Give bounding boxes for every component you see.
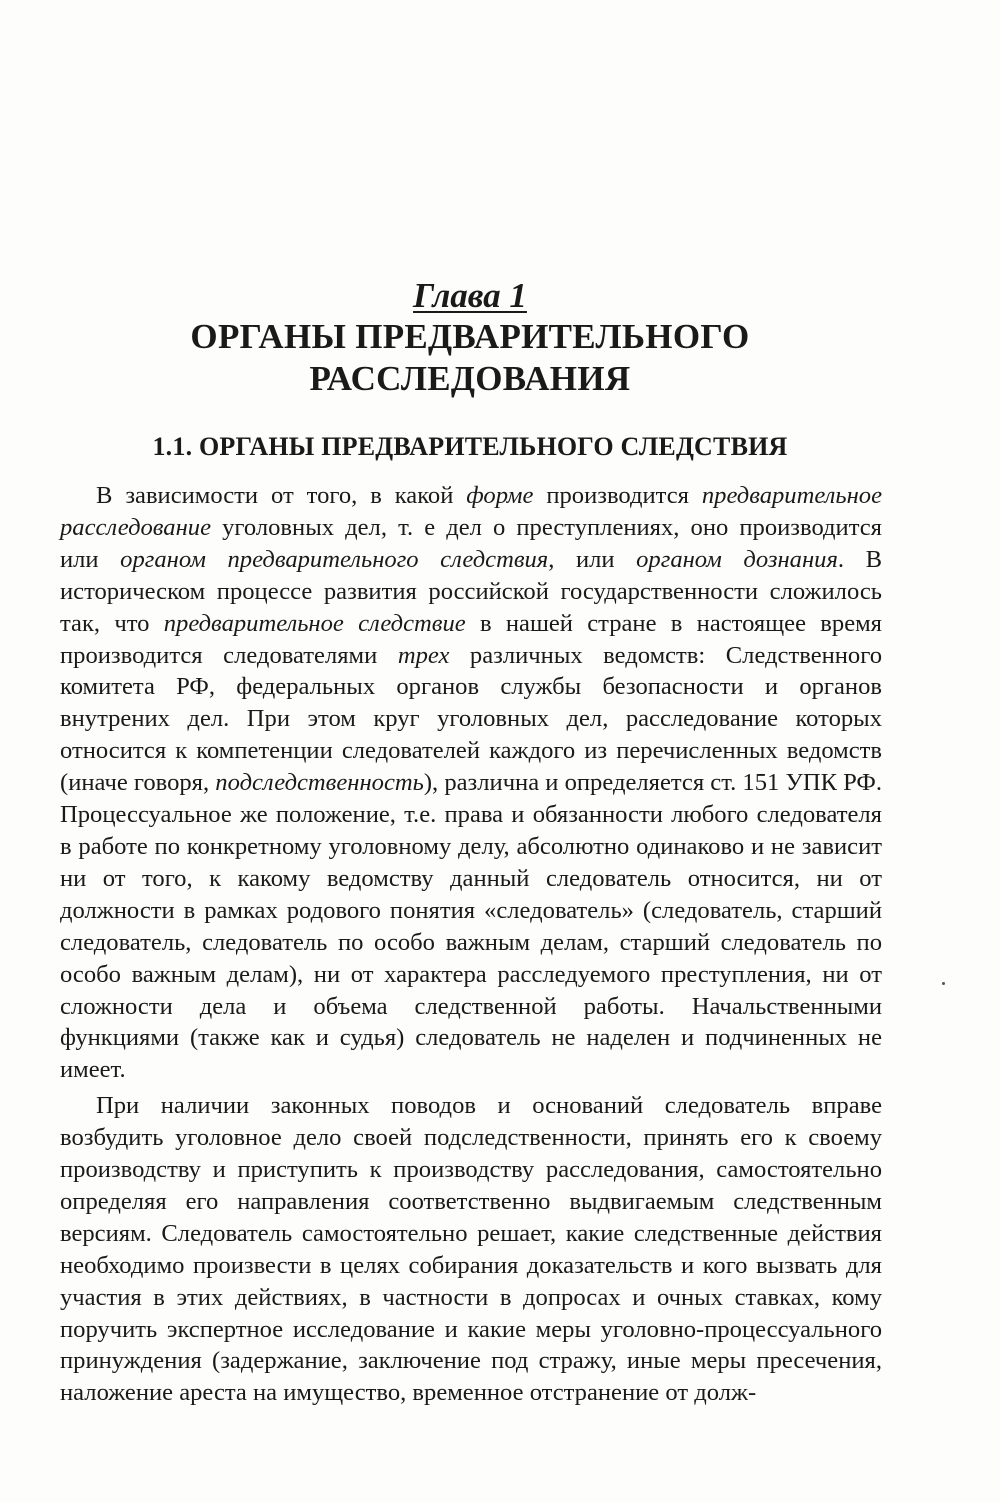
text-run: в нашей стране в настоящее время производится следователями bbox=[60, 609, 882, 669]
italic-term: органом предварительного следствия bbox=[120, 545, 549, 573]
text-run: . В историческом процессе развития российской государственности сложилось так, что bbox=[60, 545, 882, 637]
text-run: уголовных дел, т. е дел о преступлениях, оно производится или bbox=[60, 513, 882, 573]
text-run: При наличии законных поводов и оснований следователь вправе возбудить уголовное дело своей подследственности, принять его к своему производству и приступить к производству расследования, самостоятельно определяя его направления соответственно выдвигаемым следственным версиям. Следователь самостоятельно решает, какие следственные действия необходимо произвести в целях собирания доказательств и кого вызвать для участия в этих действиях, в частности в допросах и очных ставках, кому поручить экспертное исследование и какие меры уголовно-процессуального принуждения (задержание, заключение под стражу, иные меры пресечения, наложение ареста на имущество, временное отстранение от долж- bbox=[60, 1092, 882, 1407]
italic-term: предварительное следствие bbox=[163, 609, 466, 637]
italic-term: подследственность bbox=[215, 769, 424, 797]
text-run: различных ведомств: Следственного комитета РФ, федеральных органов службы безопасности и органов внутрених дел. При этом круг уголовных дел, расследование которых относится к компетенции следователей каждого из перечисленных ведомств (иначе говоря, bbox=[60, 641, 882, 797]
scan-speck bbox=[942, 982, 945, 985]
italic-term: трех bbox=[397, 641, 450, 669]
chapter-label: Глава 1 bbox=[413, 276, 527, 315]
text-run: ), различна и определяется ст. 151 УПК РФ. Процессуальное же положение, т.е. права и обязанности любого следователя в работе по конкретному уголовному делу, абсолютно одинаково и не зависит ни от того, к какому ведомству данный следователь относится, ни от должности в рамках родового понятия «следователь» (следователь, старший следователь, следователь по особо важным делам, старший следователь по особо важным делам), ни от характера расследуемого преступления, ни от сложности дела и объема следственной работы. Начальственными функциями (также как и судья) следователь не наделен и подчиненных не имеет. bbox=[60, 769, 883, 1084]
text-run: В зависимости от того, в какой bbox=[96, 482, 467, 509]
text-run: , или bbox=[548, 545, 637, 573]
body-text bbox=[60, 480, 882, 1413]
text-run: производится bbox=[533, 482, 702, 509]
paragraph bbox=[60, 480, 882, 1086]
italic-term: органом дознания bbox=[636, 545, 838, 573]
chapter-title: ОРГАНЫ ПРЕДВАРИТЕЛЬНОГО РАССЛЕДОВАНИЯ bbox=[190, 317, 750, 398]
italic-term: предварительное расследование bbox=[60, 482, 882, 541]
paragraph bbox=[60, 1090, 882, 1409]
section-title: 1.1. ОРГАНЫ ПРЕДВАРИТЕЛЬНОГО СЛЕДСТВИЯ bbox=[152, 432, 788, 461]
italic-term: форме bbox=[466, 482, 534, 509]
